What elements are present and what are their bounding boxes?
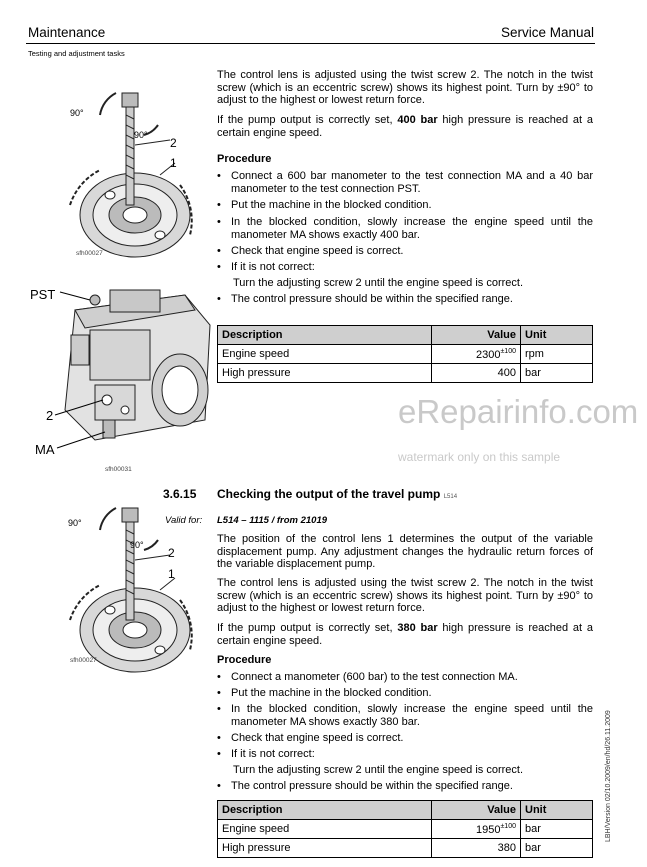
block1-indent-instruction: Turn the adjusting screw 2 until the engine speed is correct. (233, 277, 524, 289)
table-header: Description (218, 801, 432, 820)
section-paragraph-0: The position of the control lens 1 determines the output of the variable displacement pump. Any adjustment changes the hydraulic return forces of the variable displacement pump. (217, 533, 593, 571)
section-paragraph-2: If the pump output is correctly set, 380 bar high pressure is reached at a certain engine speed. (217, 622, 594, 647)
fig2-label-pst: PST (30, 287, 56, 302)
fig1-code: sfh00027 (76, 250, 103, 257)
sidebar-version-text: LBH/Version 02/10.2009/en/hd/26.11.2009 (605, 710, 612, 842)
header-left: Maintenance (28, 25, 106, 40)
fig3-label-1: 1 (168, 567, 175, 581)
list-item: • Put the machine in the blocked condition. (217, 687, 432, 699)
table-cell: Engine speed (218, 820, 432, 839)
fig1-angle-1: 90° (70, 108, 84, 118)
block1-paragraph-2 (217, 114, 593, 139)
list-item: • In the blocked condition, slowly increase the engine speed until the manometer MA shows exactly 380 bar. (217, 703, 593, 728)
watermark-text: eRepairinfo.com (398, 393, 639, 430)
fig2-label-ma: MA (35, 442, 55, 457)
section-procedure-heading: Procedure (217, 654, 272, 666)
list-item: • If it is not correct: (217, 748, 315, 760)
section-number: 3.6.15 (163, 487, 197, 501)
table-header: Unit (521, 801, 593, 820)
fig1-angle-2: 90° (134, 130, 148, 140)
pump-assembly-figure (35, 270, 215, 475)
fig3-angle-2: 90° (130, 540, 144, 550)
valid-for-value: L514 – 1115 / from 21019 (217, 515, 328, 526)
block1-paragraph-1: The control lens is adjusted using the twist screw 2. The notch in the twist screw (which is an eccentric screw) shows its highest point. Turn by ±90° to adjust to the highest or lowest return force. (217, 69, 593, 107)
list-item: • Put the machine in the blocked condition. (217, 199, 432, 211)
spec-table-2 (217, 800, 593, 858)
table-cell: Engine speed (218, 345, 432, 364)
table-cell: High pressure (218, 839, 432, 858)
table-cell: $2300^{\pm 100}$ (432, 345, 521, 364)
table-row (218, 345, 593, 364)
section-paragraph-1: The control lens is adjusted using the twist screw 2. The notch in the twist screw (which is an eccentric screw) shows its highest point. Turn by ±90° to adjust to the highest or lowest return force. (217, 577, 593, 615)
header-rule (26, 43, 595, 44)
fig2-label-2: 2 (46, 408, 54, 423)
list-item: • Connect a 600 bar manometer to the test connection MA and a 40 bar manometer to the test connection PST. (217, 170, 593, 195)
fig3-code: sfh00027 (70, 657, 97, 664)
fig1-label-2: 2 (170, 136, 177, 150)
table-header: Value (432, 326, 521, 345)
list-item: • In the blocked condition, slowly increase the engine speed until the manometer MA shows exactly 400 bar. (217, 216, 593, 241)
header-subtitle: Testing and adjustment tasks (28, 49, 125, 58)
fig3-angle-1: 90° (68, 518, 82, 528)
list-item: • If it is not correct: (217, 261, 315, 273)
table-cell: rpm (521, 345, 593, 364)
table-row (218, 364, 593, 383)
table-cell: 400 (432, 364, 521, 383)
table-row (218, 839, 593, 858)
table-header: Value (432, 801, 521, 820)
fig3-label-2: 2 (168, 546, 175, 560)
table-header: Unit (521, 326, 593, 345)
section-title: Checking the output of the travel pump L514 (217, 487, 458, 501)
table-header: Description (218, 326, 432, 345)
table-cell: bar (521, 364, 593, 383)
list-item: • The control pressure should be within the specified range. (217, 780, 513, 792)
list-item: • Connect a manometer (600 bar) to the test connection MA. (217, 671, 518, 683)
fig2-code: sfh00031 (105, 466, 132, 473)
table-cell: bar (521, 839, 593, 858)
table-row (218, 820, 593, 839)
table-cell: 380 (432, 839, 521, 858)
control-lens-figure-1 (40, 85, 200, 265)
watermark-subtext: watermark only on this sample (398, 450, 561, 464)
fig1-label-1: 1 (170, 156, 177, 170)
table-cell: bar (521, 820, 593, 839)
list-item: • Check that engine speed is correct. (217, 732, 404, 744)
block1-p2-b: 400 bar (397, 114, 438, 126)
spec-table-1 (217, 325, 593, 383)
list-item: • Check that engine speed is correct. (217, 245, 404, 257)
block1-p2-a: If the pump output is correctly set, (217, 114, 398, 126)
table-cell: $1950^{\pm 100}$ (432, 820, 521, 839)
section-indent-instruction: Turn the adjusting screw 2 until the engine speed is correct. (233, 764, 524, 776)
block1-p2-c: high pressure is reached at a certain engine speed. (217, 114, 594, 139)
valid-for-label: Valid for: (165, 515, 203, 526)
table-cell: High pressure (218, 364, 432, 383)
block1-procedure-heading: Procedure (217, 153, 272, 165)
list-item: • The control pressure should be within the specified range. (217, 293, 513, 305)
header-right: Service Manual (500, 25, 594, 40)
control-lens-figure-2 (40, 500, 203, 680)
